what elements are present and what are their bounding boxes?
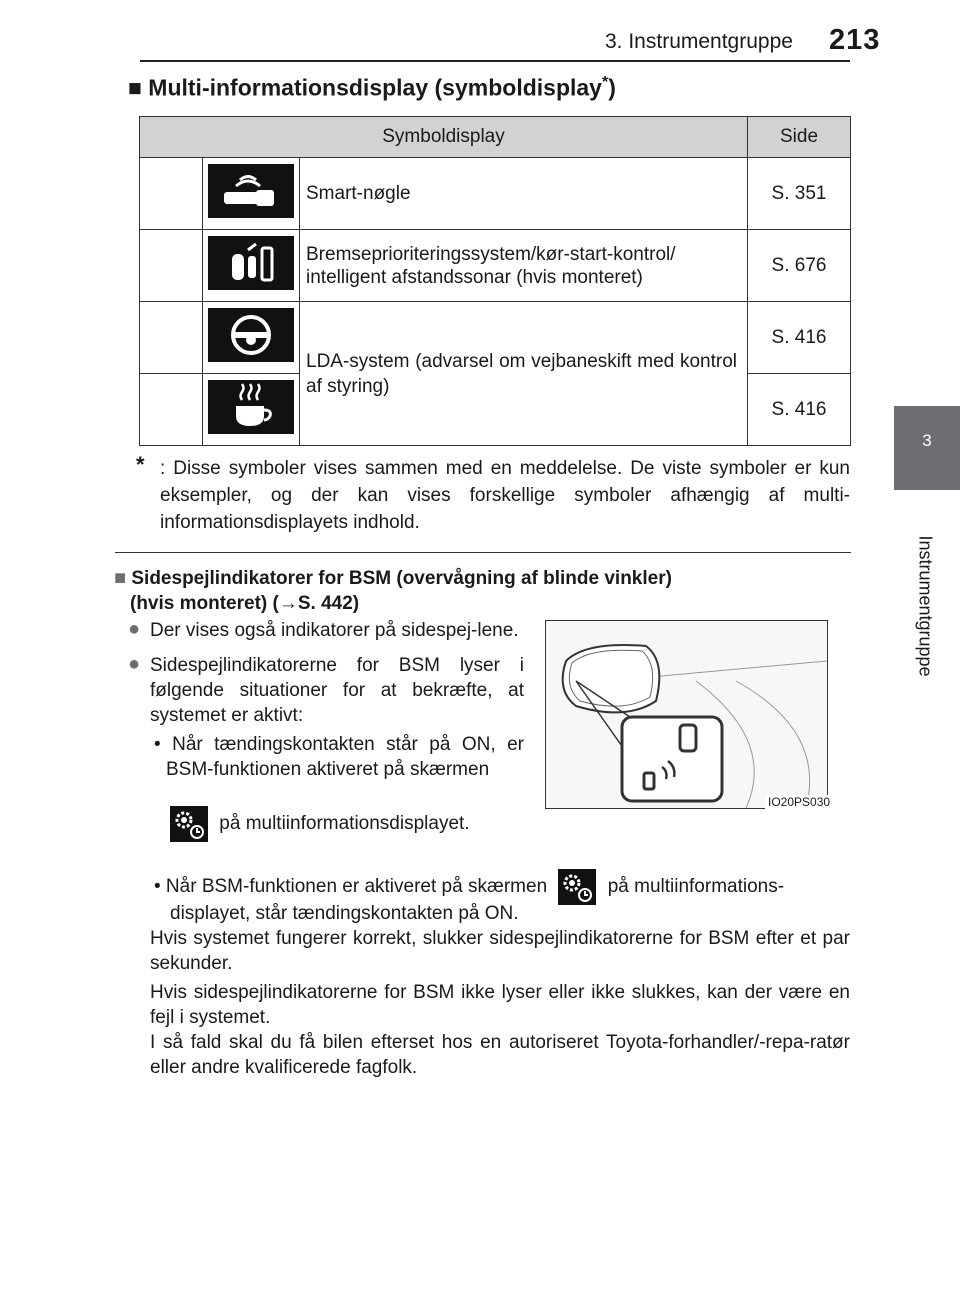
table-cell-page: S. 351 <box>748 158 851 230</box>
empty-cell <box>140 302 203 374</box>
table-cell-text: Bremseprioriteringssystem/kør-start-kontrol/ intelligent afstandssonar (hvis monteret) <box>300 230 748 302</box>
bsm-section-title <box>114 566 672 616</box>
brake-priority-icon <box>208 236 294 290</box>
sub-item-2-end: displayet, står tændingskontakten på ON. <box>170 903 519 924</box>
bsm-item-1-text: Der vises også indikatorer på sidespej-lene. <box>150 620 519 641</box>
coffee-cup-icon <box>208 380 294 434</box>
section-bullet: ■ <box>128 74 142 101</box>
section-divider <box>115 552 851 553</box>
empty-cell <box>140 230 203 302</box>
chapter-tab-label: Instrumentgruppe <box>915 535 936 677</box>
title-star: * <box>601 74 609 91</box>
table-cell-page: S. 676 <box>748 230 851 302</box>
footnote-star: * <box>136 452 145 477</box>
page-number: 213 <box>829 24 881 56</box>
empty-cell <box>140 158 203 230</box>
sub-item-2-start: • Når BSM-funktionen er aktiveret på skærmen <box>154 876 548 898</box>
column-header-symbol: Symboldisplay <box>140 117 748 158</box>
bsm-sub-item-1: • Når tændingskontakten står på ON, er BSM-funktionen aktiveret på skærmen <box>154 734 524 780</box>
bsm-sub-item-2 <box>154 869 854 905</box>
section-title-text: Multi-informationsdisplay (symboldisplay <box>148 74 602 101</box>
section-title-symboldisplay <box>128 74 616 102</box>
sub-item-2-mid: på multiinformations- <box>607 876 785 898</box>
bsm-item-1 <box>128 618 524 643</box>
symbol-table <box>139 116 851 446</box>
icon-cell <box>203 158 300 230</box>
list-dot: ● <box>128 618 141 640</box>
settings-gear-icon <box>170 806 208 842</box>
bsm-paragraph-3: I så fald skal du få bilen efterset hos en autoriseret Toyota-forhandler/-repa-ratør eller andre kvalificerede fagfolk. <box>150 1032 850 1078</box>
bsm-list <box>128 618 524 782</box>
header-rule <box>140 60 850 62</box>
section-bullet: ■ <box>114 567 127 589</box>
bsm-title-line1: Sidespejlindikatorer for BSM (overvågning af blinde vinkler) <box>131 568 672 589</box>
list-dot: ● <box>128 653 141 675</box>
column-header-page: Side <box>748 117 851 158</box>
empty-cell <box>140 374 203 446</box>
table-cell-text: LDA-system (advarsel om vejbaneskift med kontrol af styring) <box>300 302 748 446</box>
icon-cell <box>203 302 300 374</box>
bsm-item-2-text: Sidespejlindikatorerne for BSM lyser i følgende situationer for at bekræfte, at systemet er aktivt: <box>150 655 524 726</box>
settings-gear-icon <box>558 869 596 905</box>
bsm-title-line2: (hvis monteret) (→S. 442) <box>130 593 360 614</box>
icon-cell <box>203 230 300 302</box>
footnote-text: : Disse symboler vises sammen med en meddelelse. De viste symboler er kun eksempler, og der kan vises forskellige symboler afhængig af multi-informationsdisplayets indhold. <box>160 458 850 533</box>
chapter-tab: 3 <box>894 406 960 490</box>
steering-wheel-hands-icon <box>208 308 294 362</box>
sub-item-1-continued <box>170 806 470 842</box>
table-cell-text: Smart-nøgle <box>300 158 748 230</box>
smart-key-icon <box>208 164 294 218</box>
bsm-mirror-figure <box>545 620 828 809</box>
title-paren: ) <box>608 74 616 101</box>
figure-code: IO20PS030 <box>765 795 833 809</box>
bsm-paragraph-2: Hvis sidespejlindikatorerne for BSM ikke lyser eller ikke slukkes, kan der være en fejl i systemet. <box>150 982 850 1028</box>
running-header: 3. Instrumentgruppe <box>605 30 793 53</box>
sub-item-1-end: på multiinformationsdisplayet. <box>219 813 470 835</box>
icon-cell <box>203 374 300 446</box>
table-cell-page: S. 416 <box>748 302 851 374</box>
bsm-paragraph-1: Hvis systemet fungerer korrekt, slukker sidespejlindikatorerne for BSM efter et par sekunder. <box>150 928 850 974</box>
table-cell-page: S. 416 <box>748 374 851 446</box>
bsm-item-2 <box>128 653 524 728</box>
